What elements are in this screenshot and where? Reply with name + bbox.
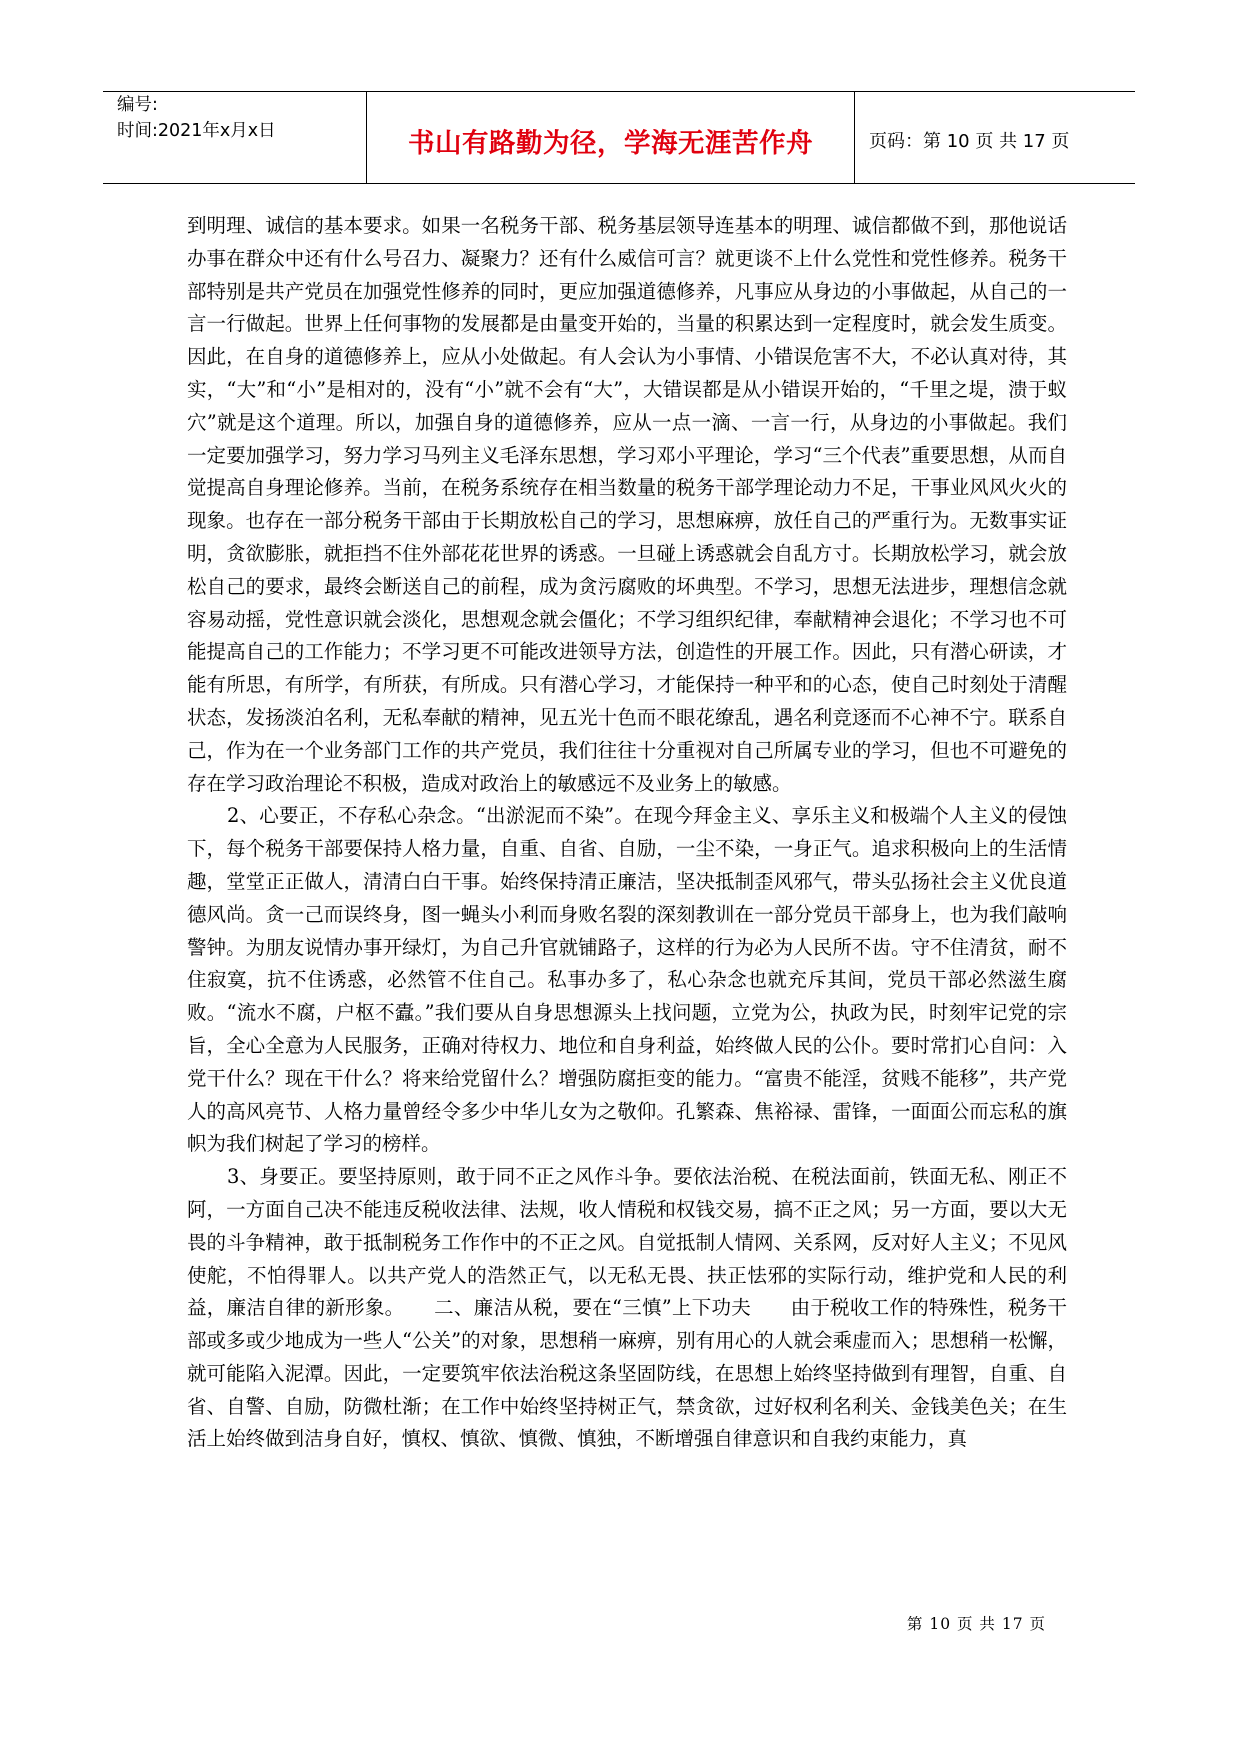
document-time-label: 时间:2021年x月x日 — [117, 121, 276, 141]
document-number-label: 编号: — [117, 95, 158, 115]
body-paragraph-3: 3、身要正。要坚持原则，敢于同不正之风作斗争。要依法治税、在税法面前，铁面无私、刚正不阿，一方面自己决不能违反税收法律、法规，收人情税和权钱交易，搞不正之风；另一方面，要以大无畏的斗争精神，敢于抵制税务工作作中的不正之风。自觉抵制人情网、关系网，反对好人主义；不见风使舵，不怕得罪人。以共产党人的浩然正气，以无私无畏、扶正怯邪的实际行动，维护党和人民的利益，廉洁自律的新形象。 二、廉洁从税，要在“三慎”上下功夫 由于税收工作的特殊性，税务干部或多或少地成为一些人“公关”的对象，思想稍一麻痹，别有用心的人就会乘虚而入；思想稍一松懈，就可能陷入泥潭。因此，一定要筑牢依法治税这条坚固防线，在思想上始终坚持做到有理智，自重、自省、自警、自励，防微杜渐；在工作中始终坚持树正气，禁贪欲，过好权利名利关、金钱美色关；在生活上始终做到洁身自好，慎权、慎欲、慎微、慎独，不断增强自律意识和自我约束能力，真 — [187, 1165, 1067, 1451]
document-body — [187, 210, 1067, 1456]
header-page-label: 页码：第 10 页 共 17 页 — [869, 130, 1070, 152]
body-paragraph-2: 2、心要正，不存私心杂念。“出淤泥而不染”。在现今拜金主义、享乐主义和极端个人主义的侵蚀下，每个税务干部要保持人格力量，自重、自省、自励，一尘不染，一身正气。追求积极向上的生活情趣，堂堂正正做人，清清白白干事。始终保持清正廉洁，坚决抵制歪风邪气，带头弘扬社会主义优良道德风尚。贪一己而误终身，图一蝇头小利而身败名裂的深刻教训在一部分党员干部身上，也为我们敲响警钟。为朋友说情办事开绿灯，为自己升官就铺路子，这样的行为必为人民所不齿。守不住清贫，耐不住寂寞，抗不住诱惑，必然管不住自己。私事办多了，私心杂念也就充斥其间，党员干部必然滋生腐败。“流水不腐，户枢不蠹。”我们要从自身思想源头上找问题，立党为公，执政为民，时刻牢记党的宗旨，全心全意为人民服务，正确对待权力、地位和自身利益，始终做人民的公仆。要时常扪心自问：入党干什么？现在干什么？将来给党留什么？增强防腐拒变的能力。“富贵不能淫，贫贱不能移”，共产党人的高风亮节、人格力量曾经令多少中华儿女为之敬仰。孔繁森、焦裕禄、雷锋，一面面公而忘私的旗帜为我们树起了学习的榜样。 — [187, 804, 1067, 1156]
body-paragraph-1: 到明理、诚信的基本要求。如果一名税务干部、税务基层领导连基本的明理、诚信都做不到，那他说话办事在群众中还有什么号召力、凝聚力？还有什么威信可言？就更谈不上什么党性和党性修养。税务干部特别是共产党员在加强党性修养的同时，更应加强道德修养，凡事应从身边的小事做起，从自己的一言一行做起。世界上任何事物的发展都是由量变开始的，当量的积累达到一定程度时，就会发生质变。因此，在自身的道德修养上，应从小处做起。有人会认为小事情、小错误危害不大，不必认真对待，其实，“大”和“小”是相对的，没有“小”就不会有“大”，大错误都是从小错误开始的，“千里之堤，溃于蚁穴”就是这个道理。所以，加强自身的道德修养，应从一点一滴、一言一行，从身边的小事做起。我们一定要加强学习，努力学习马列主义毛泽东思想，学习邓小平理论，学习“三个代表”重要思想，从而自觉提高自身理论修养。当前，在税务系统存在相当数量的税务干部学理论动力不足，干事业风风火火的现象。也存在一部分税务干部由于长期放松自己的学习，思想麻痹，放任自己的严重行为。无数事实证明，贪欲膨胀，就拒挡不住外部花花世界的诱惑。一旦碰上诱惑就会自乱方寸。长期放松学习，就会放松自己的要求，最终会断送自己的前程，成为贪污腐败的坏典型。不学习，思想无法进步，理想信念就容易动摇，党性意识就会淡化，思想观念就会僵化；不学习组织纪律，奉献精神会退化；不学习也不可能提高自己的工作能力；不学习更不可能改进领导方法，创造性的开展工作。因此，只有潜心研读，才能有所思，有所学，有所获，有所成。只有潜心学习，才能保持一种平和的心态，使自己时刻处于清醒状态，发扬淡泊名利，无私奉献的精神，见五光十色而不眼花缭乱，遇名利竞逐而不心神不宁。联系自己，作为在一个业务部门工作的共产党员，我们往往十分重视对自己所属专业的学习，但也不可避免的存在学习政治理论不积极，造成对政治上的敏感远不及业务上的敏感。 — [187, 214, 1067, 795]
page-header — [103, 91, 1135, 184]
page-footer: 第 10 页 共 17 页 — [906, 1615, 1046, 1633]
header-motto: 书山有路勤为径，学海无涯苦作舟 — [367, 92, 855, 183]
header-meta — [103, 92, 367, 183]
